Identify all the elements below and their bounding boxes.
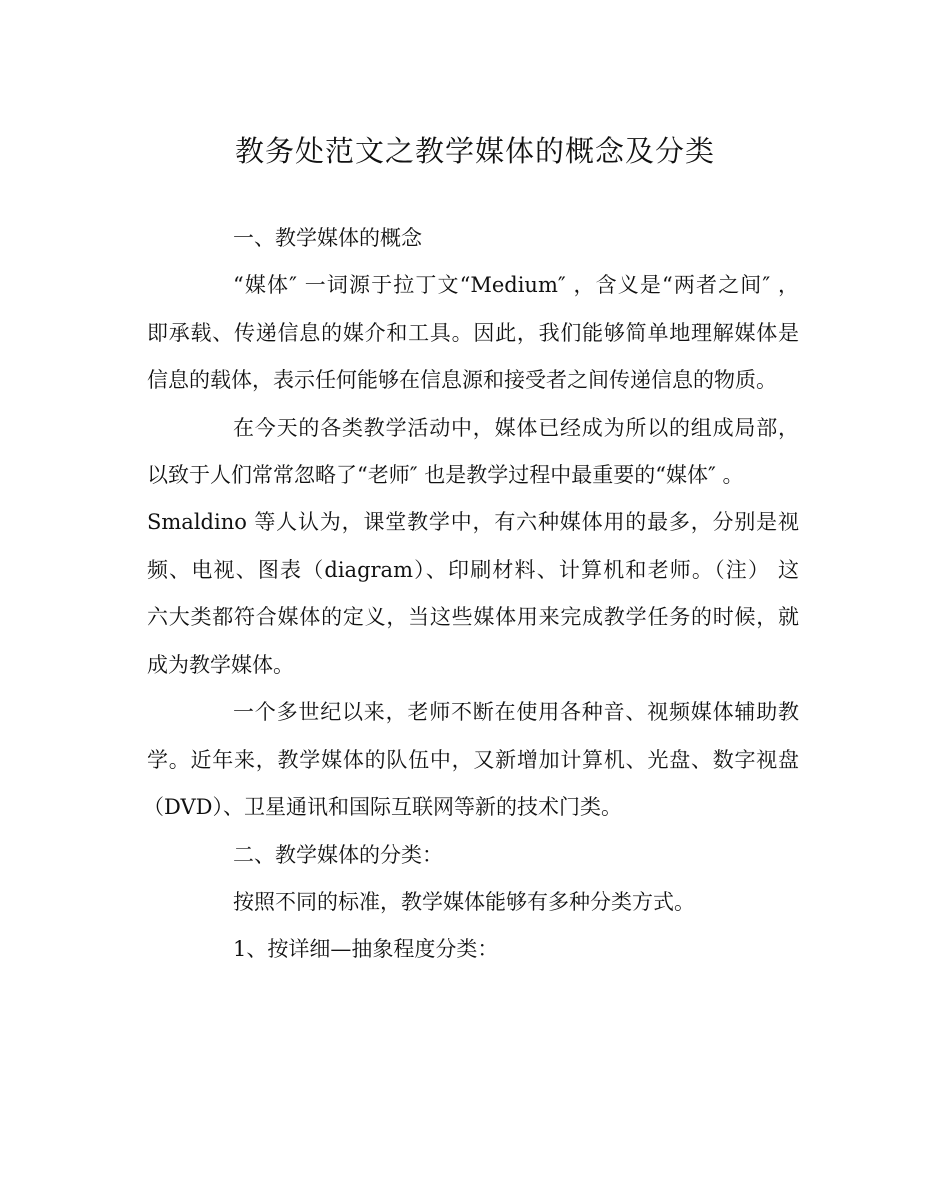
section-heading-classification: 二、教学媒体的分类： bbox=[233, 843, 443, 867]
paragraph-line: 六大类都符合媒体的定义，当这些媒体用来完成教学任务的时候，就 bbox=[147, 605, 799, 629]
paragraph-line: 按照不同的标准，教学媒体能够有多种分类方式。 bbox=[233, 890, 695, 914]
paragraph-line: 成为教学媒体。 bbox=[147, 653, 294, 677]
paragraph-line: Smaldino 等人认为，课堂教学中，有六种媒体用的最多，分别是视 bbox=[147, 510, 799, 534]
paragraph-line: 一个多世纪以来，老师不断在使用各种音、视频媒体辅助教 bbox=[233, 700, 799, 724]
paragraph-line: 学。近年来，教学媒体的队伍中，又新增加计算机、光盘、数字视盘 bbox=[147, 748, 799, 772]
paragraph-line: 即承载、传递信息的媒介和工具。因此，我们能够简单地理解媒体是 bbox=[147, 321, 799, 345]
paragraph-line: 频、电视、图表（diagram）、印刷材料、计算机和老师。（注） 这 bbox=[147, 558, 799, 582]
paragraph-line: 信息的载体，表示任何能够在信息源和接受者之间传递信息的物质。 bbox=[147, 368, 777, 392]
paragraph-line: （DVD）、卫星通讯和国际互联网等新的技术门类。 bbox=[143, 795, 622, 819]
paragraph-line: 在今天的各类教学活动中，媒体已经成为所以的组成局部， bbox=[233, 416, 799, 440]
document-title: 教务处范文之教学媒体的概念及分类 bbox=[234, 134, 715, 168]
paragraph-line: “媒体″ 一词源于拉丁文“Medium″ ，含义是“两者之间″ ， bbox=[233, 273, 799, 297]
subheading-line: 1、按详细—抽象程度分类： bbox=[233, 937, 499, 961]
paragraph-line: 以致于人们常常忽略了“老师″ 也是教学过程中最重要的“媒体″ 。 bbox=[147, 463, 744, 487]
section-heading-concept: 一、教学媒体的概念 bbox=[233, 226, 422, 250]
